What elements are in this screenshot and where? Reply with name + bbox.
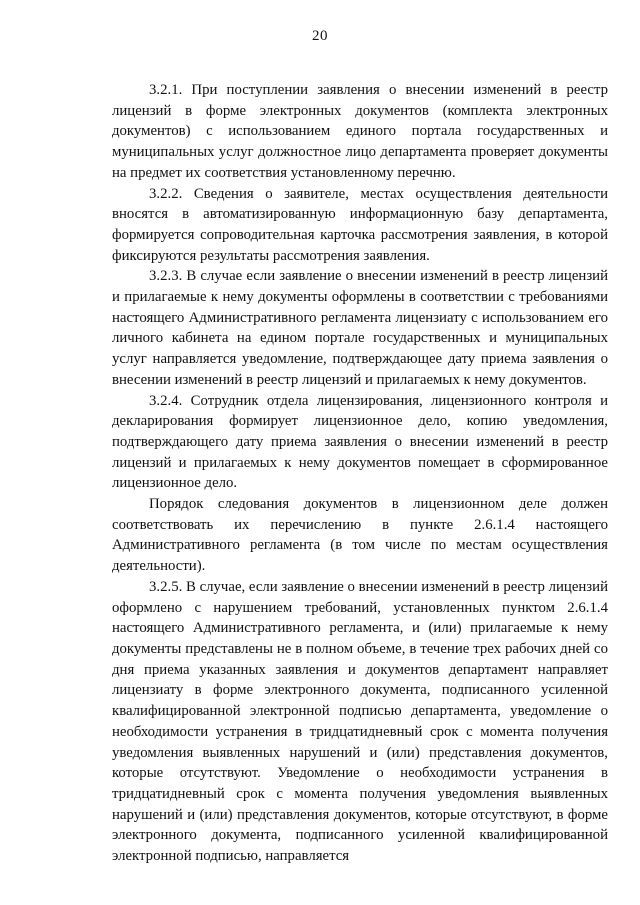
paragraph-3-2-5: 3.2.5. В случае, если заявление о внесении изменений в реестр лицензий оформлено с нарушением требований, установленных пунктом 2.6.1.4 настоящего Административного регламента, и (или) прилагаемые к нему документы представлены не в полном объеме, в течение трех рабочих дней со дня приема указанных заявления и документов департамент направляет лицензиату в форме электронного документа, подписанного усиленной квалифицированной электронной подписью департамента, уведомление о необходимости устранения в тридцатидневный срок с момента получения уведомления выявленных нарушений и (или) представления документов, которые отсутствуют. Уведомление о необходимости устранения в тридцатидневный срок с момента получения уведомления выявленных нарушений и (или) представления документов, которые отсутствуют, в форме электронного документа, подписанного усиленной квалифицированной электронной подписью, направляется: [112, 578, 608, 865]
page-number: 20: [312, 28, 328, 44]
paragraph-3-2-3: 3.2.3. В случае если заявление о внесении изменений в реестр лицензий и прилагаемые к нему документы оформлены в соответствии с требованиями настоящего Административного регламента лицензиату с использованием его личного кабинета на едином портале государственных и муниципальных услуг направляется уведомление, подтверждающее дату приема заявления о внесении изменений в реестр лицензий и прилагаемых к нему документов.: [112, 268, 608, 388]
document-body: [112, 80, 608, 867]
paragraph-document-order: Порядок следования документов в лицензионном деле должен соответствовать их перечислению в пункте 2.6.1.4 настоящего Административного регламента (в том числе по местам осуществления деятельности).: [112, 496, 608, 575]
paragraph-3-2-1: 3.2.1. При поступлении заявления о внесении изменений в реестр лицензий в форме электронных документов (комплекта электронных документов) с использованием единого портала государственных и муниципальных услуг должностное лицо департамента проверяет документы на предмет их соответствия установленному перечню.: [112, 82, 608, 181]
paragraph-3-2-4: 3.2.4. Сотрудник отдела лицензирования, лицензионного контроля и декларирования формирует лицензионное дело, копию уведомления, подтверждающего дату приема заявления о внесении изменений в реестр лицензий и прилагаемых к нему документов помещает в сформированное лицензионное дело.: [112, 392, 608, 492]
paragraph-3-2-2: 3.2.2. Сведения о заявителе, местах осуществления деятельности вносятся в автоматизированную информационную базу департамента, формируется сопроводительная карточка рассмотрения заявления, в которой фиксируются результаты рассмотрения заявления.: [112, 185, 608, 264]
